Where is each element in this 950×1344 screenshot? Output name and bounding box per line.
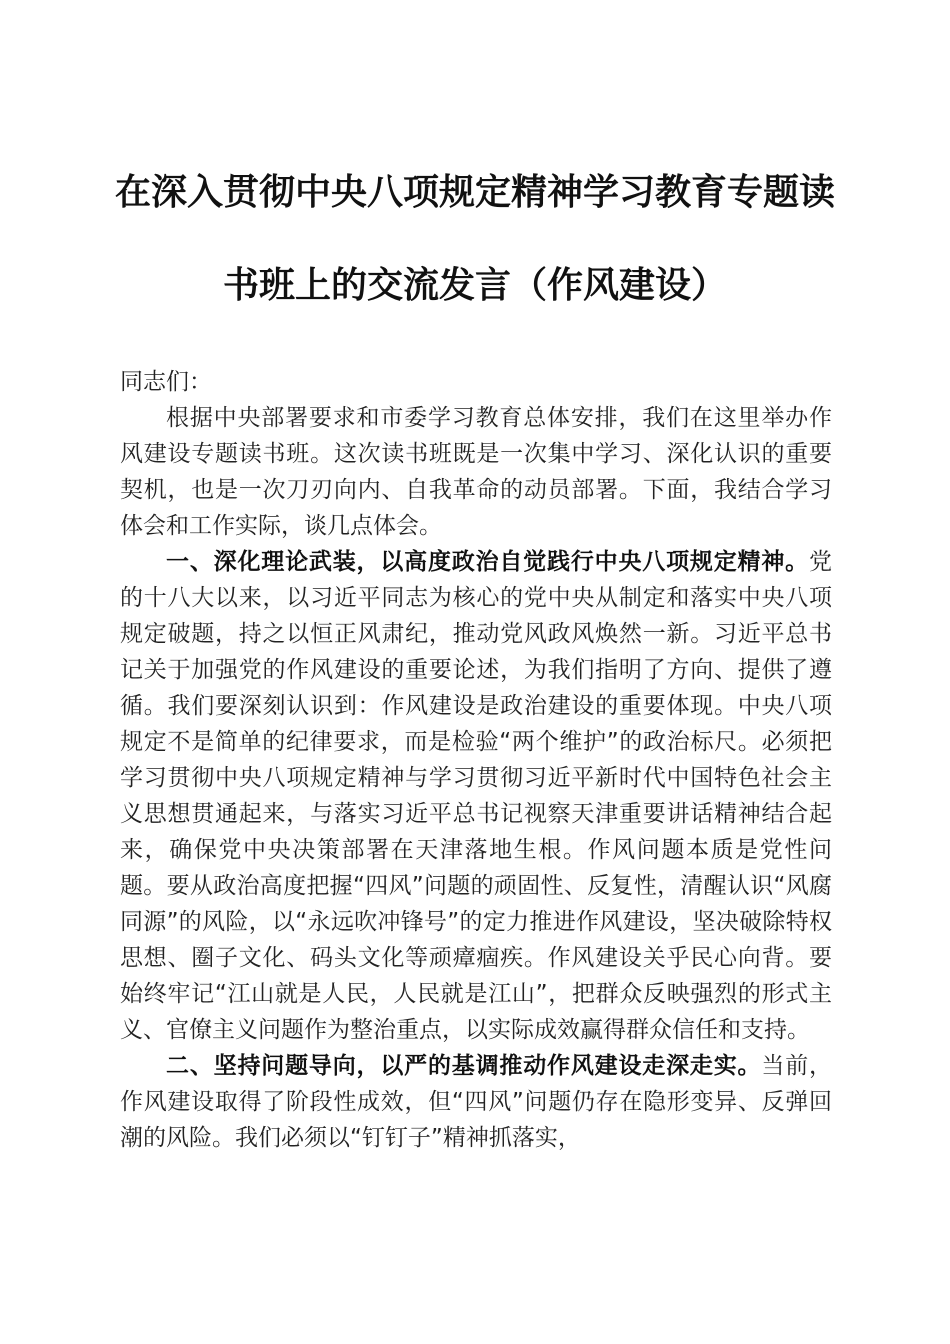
intro-paragraph: 根据中央部署要求和市委学习教育总体安排，我们在这里举办作风建设专题读书班。这次读书班既是一次集中学习、深化认识的重要契机，也是一次刀刃向内、自我革命的动员部署。下面，我结合学习体会和工作实际，谈几点体会。 bbox=[120, 405, 832, 539]
salutation: 同志们： bbox=[120, 369, 212, 395]
section-2-heading: 二、坚持问题导向，以严的基调推动作风建设走深走实。 bbox=[166, 1053, 762, 1079]
document-title-line-2: 书班上的交流发言（作风建设） bbox=[222, 264, 727, 306]
section-2-text: 当前，作风建设取得了阶段性成效，但“四风”问题仍存在隐形变异、反弹回潮的风险。我们必须以“钉钉子”精神抓落实， bbox=[120, 1053, 833, 1151]
document-body bbox=[120, 364, 832, 1156]
document-title-line-1: 在深入贯彻中央八项规定精神学习教育专题读 bbox=[114, 171, 835, 213]
section-2-paragraph bbox=[120, 1048, 832, 1156]
section-1-heading: 一、深化理论武装，以高度政治自觉践行中央八项规定精神。 bbox=[166, 549, 809, 575]
section-1-paragraph bbox=[120, 544, 832, 1048]
section-1-text: 党的十八大以来，以习近平同志为核心的党中央从制定和落实中央八项规定破题，持之以恒正风肃纪，推动党风政风焕然一新。习近平总书记关于加强党的作风建设的重要论述，为我们指明了方向、提供了遵循。我们要深刻认识到：作风建设是政治建设的重要体现。中央八项规定不是简单的纪律要求，而是检验“两个维护”的政治标尺。必须把学习贯彻中央八项规定精神与学习贯彻习近平新时代中国特色社会主义思想贯通起来，与落实习近平总书记视察天津重要讲话精神结合起来，确保党中央决策部署在天津落地生根。作风问题本质是党性问题。要从政治高度把握“四风”问题的顽固性、反复性，清醒认识“风腐同源”的风险，以“永远吹冲锋号”的定力推进作风建设，坚决破除特权思想、圈子文化、码头文化等顽瘴痼疾。作风建设关乎民心向背。要始终牢记“江山就是人民，人民就是江山”，把群众反映强烈的形式主义、官僚主义问题作为整治重点，以实际成效赢得群众信任和支持。 bbox=[120, 549, 832, 1043]
